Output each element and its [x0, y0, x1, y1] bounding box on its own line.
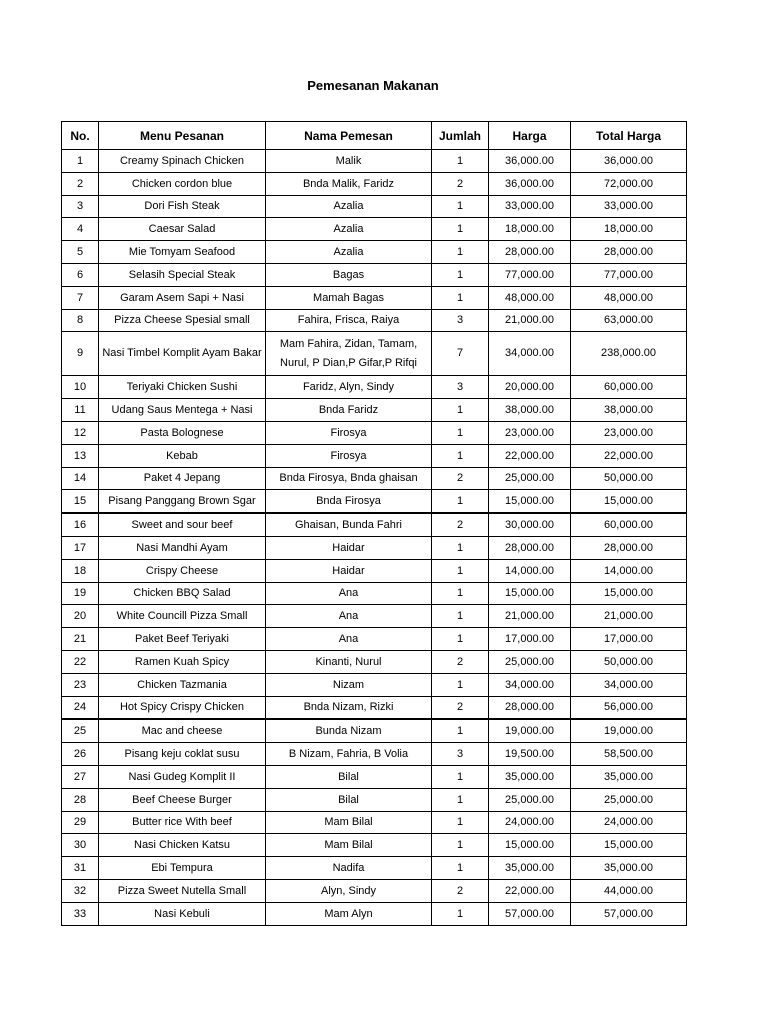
table-body [62, 150, 687, 926]
cell-no: 9 [62, 332, 99, 376]
cell-total: 56,000.00 [571, 696, 687, 719]
cell-total: 36,000.00 [571, 150, 687, 173]
cell-no: 25 [62, 719, 99, 742]
cell-total: 15,000.00 [571, 490, 687, 513]
cell-menu: Crispy Cheese [99, 559, 266, 582]
cell-price: 36,000.00 [489, 172, 571, 195]
cell-total: 22,000.00 [571, 444, 687, 467]
table-row [62, 628, 687, 651]
cell-no: 30 [62, 834, 99, 857]
cell-menu: Chicken BBQ Salad [99, 582, 266, 605]
table-row [62, 559, 687, 582]
cell-no: 14 [62, 467, 99, 490]
cell-no: 11 [62, 399, 99, 422]
cell-price: 22,000.00 [489, 879, 571, 902]
table-row [62, 376, 687, 399]
cell-name: Mamah Bagas [266, 286, 432, 309]
cell-qty: 2 [432, 650, 489, 673]
cell-price: 15,000.00 [489, 582, 571, 605]
cell-no: 7 [62, 286, 99, 309]
cell-menu: Ebi Tempura [99, 857, 266, 880]
cell-total: 15,000.00 [571, 834, 687, 857]
cell-total: 21,000.00 [571, 605, 687, 628]
cell-menu: Nasi Mandhi Ayam [99, 536, 266, 559]
table-row [62, 444, 687, 467]
cell-total: 77,000.00 [571, 263, 687, 286]
cell-name: Azalia [266, 195, 432, 218]
cell-price: 28,000.00 [489, 241, 571, 264]
cell-price: 38,000.00 [489, 399, 571, 422]
cell-price: 20,000.00 [489, 376, 571, 399]
cell-total: 35,000.00 [571, 857, 687, 880]
cell-price: 23,000.00 [489, 421, 571, 444]
cell-menu: Caesar Salad [99, 218, 266, 241]
table-row [62, 879, 687, 902]
table-row [62, 286, 687, 309]
table-row [62, 309, 687, 332]
cell-price: 34,000.00 [489, 673, 571, 696]
table-row [62, 172, 687, 195]
cell-name: Kinanti, Nurul [266, 650, 432, 673]
cell-qty: 1 [432, 421, 489, 444]
cell-name: Firosya [266, 444, 432, 467]
table-row [62, 719, 687, 742]
cell-qty: 1 [432, 195, 489, 218]
cell-total: 28,000.00 [571, 241, 687, 264]
cell-menu: Pasta Bolognese [99, 421, 266, 444]
cell-no: 2 [62, 172, 99, 195]
cell-qty: 3 [432, 309, 489, 332]
cell-no: 26 [62, 743, 99, 766]
cell-price: 35,000.00 [489, 765, 571, 788]
cell-name: Mam Fahira, Zidan, Tamam, Nurul, P Dian,P Gifar,P Rifqi [266, 332, 432, 376]
header-total: Total Harga [571, 122, 687, 150]
table-row [62, 605, 687, 628]
cell-total: 60,000.00 [571, 376, 687, 399]
table-row [62, 811, 687, 834]
cell-no: 28 [62, 788, 99, 811]
cell-no: 18 [62, 559, 99, 582]
cell-no: 29 [62, 811, 99, 834]
cell-menu: Sweet and sour beef [99, 513, 266, 536]
cell-qty: 2 [432, 172, 489, 195]
cell-qty: 1 [432, 263, 489, 286]
cell-no: 6 [62, 263, 99, 286]
cell-name: Ana [266, 628, 432, 651]
cell-no: 21 [62, 628, 99, 651]
cell-menu: Chicken Tazmania [99, 673, 266, 696]
table-row [62, 650, 687, 673]
cell-name: Bnda Nizam, Rizki [266, 696, 432, 719]
cell-price: 24,000.00 [489, 811, 571, 834]
cell-name: Azalia [266, 218, 432, 241]
cell-qty: 1 [432, 399, 489, 422]
cell-qty: 1 [432, 218, 489, 241]
cell-price: 25,000.00 [489, 788, 571, 811]
cell-name: Fahira, Frisca, Raiya [266, 309, 432, 332]
cell-qty: 3 [432, 743, 489, 766]
cell-menu: Teriyaki Chicken Sushi [99, 376, 266, 399]
cell-name: Mam Alyn [266, 902, 432, 925]
cell-no: 27 [62, 765, 99, 788]
cell-name: Nadifa [266, 857, 432, 880]
cell-price: 22,000.00 [489, 444, 571, 467]
cell-qty: 1 [432, 788, 489, 811]
cell-menu: Pizza Sweet Nutella Small [99, 879, 266, 902]
cell-price: 15,000.00 [489, 834, 571, 857]
cell-no: 12 [62, 421, 99, 444]
table-row [62, 195, 687, 218]
cell-total: 14,000.00 [571, 559, 687, 582]
cell-no: 22 [62, 650, 99, 673]
table-row [62, 834, 687, 857]
cell-total: 72,000.00 [571, 172, 687, 195]
table-row [62, 857, 687, 880]
cell-menu: Garam Asem Sapi + Nasi [99, 286, 266, 309]
cell-menu: Nasi Gudeg Komplit II [99, 765, 266, 788]
cell-price: 33,000.00 [489, 195, 571, 218]
cell-menu: Paket Beef Teriyaki [99, 628, 266, 651]
cell-price: 15,000.00 [489, 490, 571, 513]
cell-total: 25,000.00 [571, 788, 687, 811]
cell-total: 34,000.00 [571, 673, 687, 696]
cell-qty: 2 [432, 467, 489, 490]
cell-menu: Dori Fish Steak [99, 195, 266, 218]
cell-total: 35,000.00 [571, 765, 687, 788]
cell-name: Ana [266, 605, 432, 628]
cell-name: Mam Bilal [266, 811, 432, 834]
cell-total: 58,500.00 [571, 743, 687, 766]
cell-menu: Pisang keju coklat susu [99, 743, 266, 766]
cell-menu: Mie Tomyam Seafood [99, 241, 266, 264]
cell-price: 28,000.00 [489, 536, 571, 559]
cell-menu: Creamy Spinach Chicken [99, 150, 266, 173]
cell-qty: 1 [432, 673, 489, 696]
cell-no: 24 [62, 696, 99, 719]
cell-menu: Mac and cheese [99, 719, 266, 742]
cell-price: 28,000.00 [489, 696, 571, 719]
cell-price: 19,000.00 [489, 719, 571, 742]
cell-total: 60,000.00 [571, 513, 687, 536]
cell-no: 31 [62, 857, 99, 880]
table-row [62, 673, 687, 696]
cell-total: 57,000.00 [571, 902, 687, 925]
cell-qty: 1 [432, 902, 489, 925]
table-row [62, 582, 687, 605]
header-no: No. [62, 122, 99, 150]
cell-name: Bagas [266, 263, 432, 286]
cell-total: 38,000.00 [571, 399, 687, 422]
cell-qty: 1 [432, 857, 489, 880]
table-row [62, 490, 687, 513]
cell-qty: 3 [432, 376, 489, 399]
table-row [62, 263, 687, 286]
cell-total: 238,000.00 [571, 332, 687, 376]
cell-name: Bnda Firosya [266, 490, 432, 513]
cell-menu: Beef Cheese Burger [99, 788, 266, 811]
cell-qty: 1 [432, 241, 489, 264]
cell-name: B Nizam, Fahria, B Volia [266, 743, 432, 766]
cell-no: 8 [62, 309, 99, 332]
cell-menu: Chicken cordon blue [99, 172, 266, 195]
cell-no: 10 [62, 376, 99, 399]
cell-name: Nizam [266, 673, 432, 696]
cell-no: 23 [62, 673, 99, 696]
cell-qty: 1 [432, 582, 489, 605]
cell-qty: 1 [432, 444, 489, 467]
table-row [62, 467, 687, 490]
cell-menu: Selasih Special Steak [99, 263, 266, 286]
cell-no: 17 [62, 536, 99, 559]
cell-qty: 1 [432, 834, 489, 857]
cell-price: 19,500.00 [489, 743, 571, 766]
header-menu: Menu Pesanan [99, 122, 266, 150]
cell-price: 48,000.00 [489, 286, 571, 309]
cell-menu: Kebab [99, 444, 266, 467]
table-row [62, 696, 687, 719]
orders-table [61, 121, 687, 926]
cell-total: 50,000.00 [571, 650, 687, 673]
cell-name: Haidar [266, 536, 432, 559]
cell-total: 15,000.00 [571, 582, 687, 605]
cell-price: 30,000.00 [489, 513, 571, 536]
cell-qty: 1 [432, 719, 489, 742]
cell-price: 21,000.00 [489, 605, 571, 628]
cell-total: 18,000.00 [571, 218, 687, 241]
cell-name: Bunda Nizam [266, 719, 432, 742]
cell-total: 50,000.00 [571, 467, 687, 490]
cell-menu: Ramen Kuah Spicy [99, 650, 266, 673]
page-title: Pemesanan Makanan [307, 78, 439, 93]
cell-menu: Butter rice With beef [99, 811, 266, 834]
cell-menu: Nasi Kebuli [99, 902, 266, 925]
cell-name: Firosya [266, 421, 432, 444]
cell-name: Azalia [266, 241, 432, 264]
cell-name: Bnda Malik, Faridz [266, 172, 432, 195]
cell-no: 1 [62, 150, 99, 173]
table-row [62, 241, 687, 264]
table-row [62, 536, 687, 559]
cell-name: Mam Bilal [266, 834, 432, 857]
cell-name: Haidar [266, 559, 432, 582]
header-qty: Jumlah [432, 122, 489, 150]
cell-menu: Hot Spicy Crispy Chicken [99, 696, 266, 719]
cell-menu: White Councill Pizza Small [99, 605, 266, 628]
cell-total: 33,000.00 [571, 195, 687, 218]
cell-total: 48,000.00 [571, 286, 687, 309]
cell-qty: 2 [432, 879, 489, 902]
table-row [62, 513, 687, 536]
cell-price: 18,000.00 [489, 218, 571, 241]
cell-name: Bilal [266, 788, 432, 811]
cell-no: 32 [62, 879, 99, 902]
cell-menu: Paket 4 Jepang [99, 467, 266, 490]
cell-qty: 1 [432, 811, 489, 834]
cell-name: Bnda Faridz [266, 399, 432, 422]
table-row [62, 399, 687, 422]
cell-price: 57,000.00 [489, 902, 571, 925]
cell-no: 3 [62, 195, 99, 218]
cell-price: 35,000.00 [489, 857, 571, 880]
cell-qty: 7 [432, 332, 489, 376]
cell-qty: 2 [432, 513, 489, 536]
table-row [62, 765, 687, 788]
cell-no: 4 [62, 218, 99, 241]
table-row [62, 332, 687, 376]
header-price: Harga [489, 122, 571, 150]
cell-total: 28,000.00 [571, 536, 687, 559]
table-row [62, 150, 687, 173]
table-row [62, 788, 687, 811]
cell-menu: Pizza Cheese Spesial small [99, 309, 266, 332]
cell-qty: 1 [432, 559, 489, 582]
cell-total: 63,000.00 [571, 309, 687, 332]
cell-no: 19 [62, 582, 99, 605]
header-name: Nama Pemesan [266, 122, 432, 150]
cell-menu: Udang Saus Mentega + Nasi [99, 399, 266, 422]
cell-name: Faridz, Alyn, Sindy [266, 376, 432, 399]
cell-total: 24,000.00 [571, 811, 687, 834]
cell-price: 21,000.00 [489, 309, 571, 332]
cell-price: 25,000.00 [489, 650, 571, 673]
cell-total: 44,000.00 [571, 879, 687, 902]
cell-price: 17,000.00 [489, 628, 571, 651]
cell-qty: 1 [432, 765, 489, 788]
cell-total: 23,000.00 [571, 421, 687, 444]
cell-menu: Nasi Timbel Komplit Ayam Bakar [99, 332, 266, 376]
cell-menu: Pisang Panggang Brown Sgar [99, 490, 266, 513]
cell-price: 14,000.00 [489, 559, 571, 582]
cell-no: 15 [62, 490, 99, 513]
cell-total: 19,000.00 [571, 719, 687, 742]
cell-price: 34,000.00 [489, 332, 571, 376]
cell-no: 13 [62, 444, 99, 467]
cell-name: Alyn, Sindy [266, 879, 432, 902]
cell-menu: Nasi Chicken Katsu [99, 834, 266, 857]
table-row [62, 421, 687, 444]
cell-qty: 1 [432, 536, 489, 559]
cell-name: Bnda Firosya, Bnda ghaisan [266, 467, 432, 490]
cell-qty: 1 [432, 286, 489, 309]
cell-no: 33 [62, 902, 99, 925]
cell-price: 25,000.00 [489, 467, 571, 490]
table-row [62, 218, 687, 241]
cell-price: 36,000.00 [489, 150, 571, 173]
cell-total: 17,000.00 [571, 628, 687, 651]
cell-no: 16 [62, 513, 99, 536]
cell-qty: 1 [432, 605, 489, 628]
cell-qty: 2 [432, 696, 489, 719]
cell-name: Malik [266, 150, 432, 173]
cell-name: Bilal [266, 765, 432, 788]
cell-no: 5 [62, 241, 99, 264]
cell-qty: 1 [432, 150, 489, 173]
table-row [62, 902, 687, 925]
cell-qty: 1 [432, 628, 489, 651]
table-row [62, 743, 687, 766]
table-header-row [62, 122, 687, 150]
cell-name: Ana [266, 582, 432, 605]
cell-price: 77,000.00 [489, 263, 571, 286]
cell-qty: 1 [432, 490, 489, 513]
cell-name: Ghaisan, Bunda Fahri [266, 513, 432, 536]
cell-no: 20 [62, 605, 99, 628]
